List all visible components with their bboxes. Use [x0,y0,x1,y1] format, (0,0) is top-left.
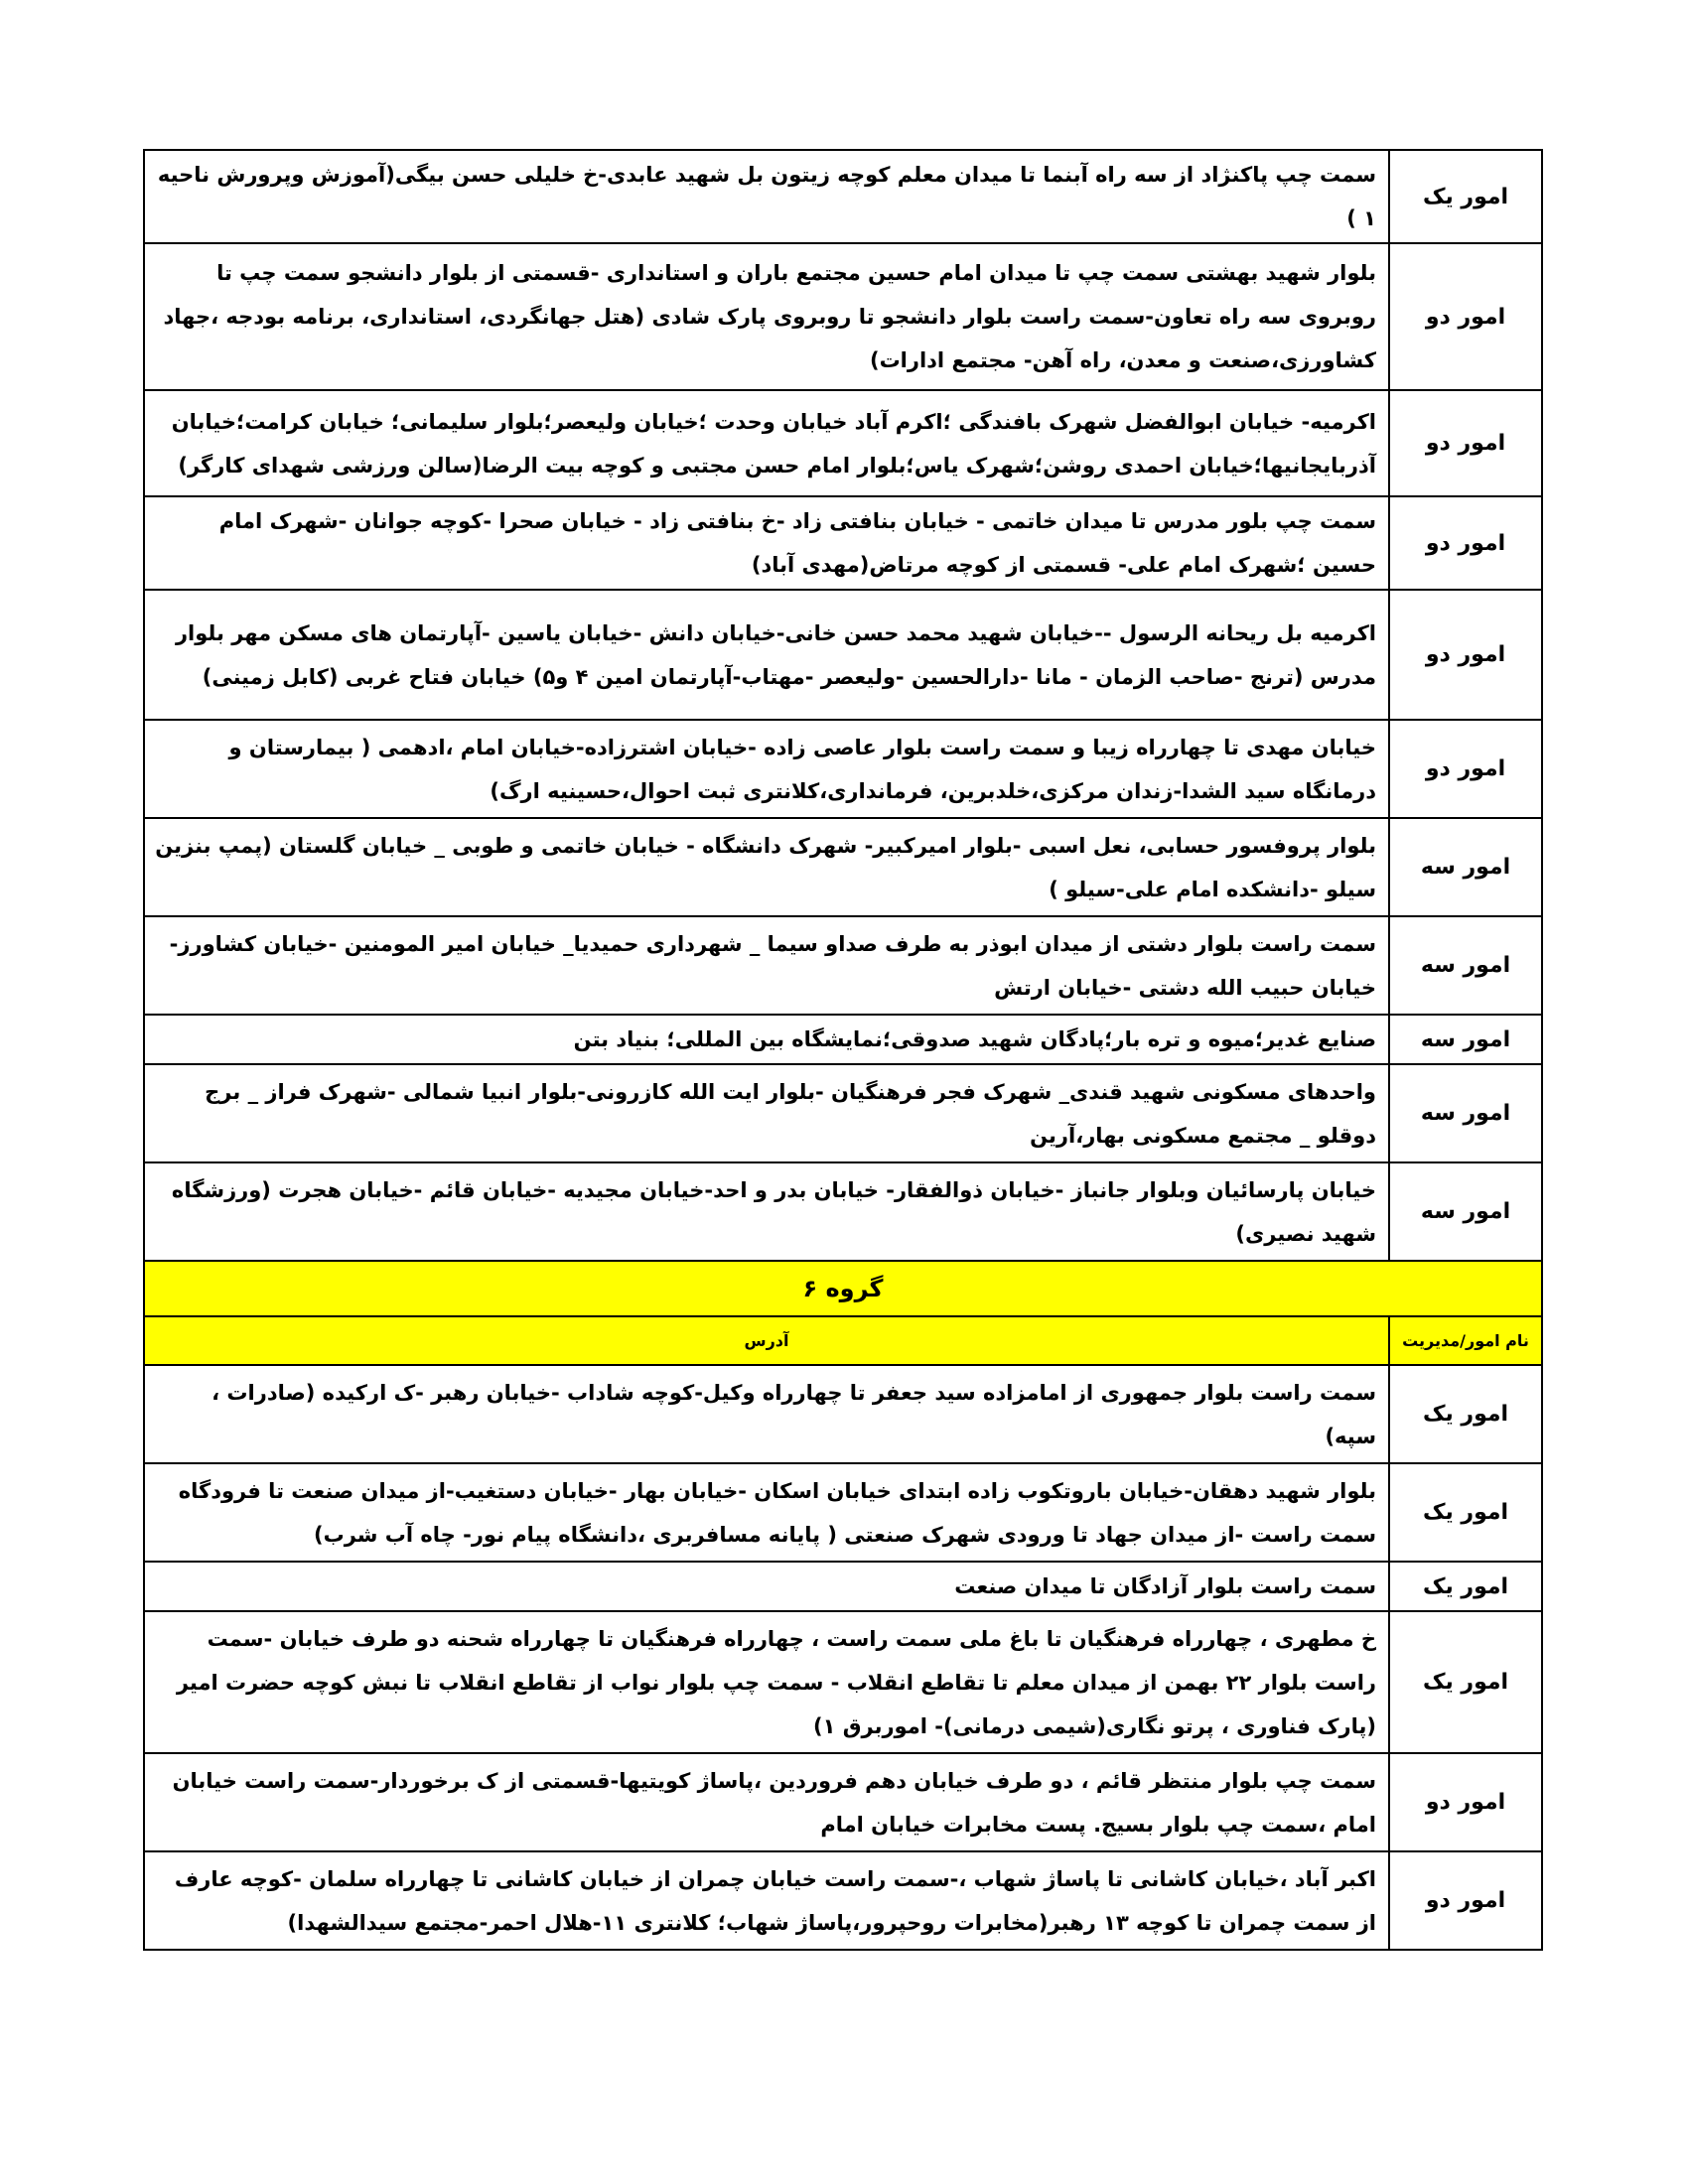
table-row [144,390,1542,496]
unit-cell: امور دو [1389,590,1542,720]
table-row [144,496,1542,590]
group-title: گروه ۶ [144,1261,1542,1316]
address-cell: خ مطهری ، چهارراه فرهنگیان تا باغ ملی سمت راست ، چهارراه فرهنگیان تا چهارراه شحنه دو طرف خیابان -سمت راست بلوار ۲۲ بهمن از میدان معلم تا تقاطع انقلاب - سمت چپ بلوار نواب از تقاطع انقلاب تا نبش کوچه حضرت امیر (پارک فناوری ، پرتو نگاری(شیمی درمانی)- اموربرق ۱) [144,1611,1389,1753]
unit-cell: امور یک [1389,150,1542,243]
table-row [144,1611,1542,1753]
unit-cell: امور سه [1389,1064,1542,1162]
table-row [144,1463,1542,1562]
unit-cell: امور یک [1389,1611,1542,1753]
table-row [144,720,1542,818]
table-row [144,150,1542,243]
address-cell: خیابان پارسائیان وبلوار جانباز -خیابان ذوالفقار- خیابان بدر و احد-خیابان مجیدیه -خیابان قائم -خیابان هجرت (ورزشگاه شهید نصیری) [144,1162,1389,1261]
address-cell: اکرمیه- خیابان ابوالفضل شهرک بافندگی ؛اکرم آباد خیابان وحدت ؛خیابان ولیعصر؛بلوار سلیمانی؛ خیابان کرامت؛خیابان آذربایجانیها؛خیابان احمدی روشن؛شهرک یاس؛بلوار امام حسن مجتبی و کوچه بیت الرضا(سالن ورزشی شهدای کارگر) [144,390,1389,496]
table-row [144,1851,1542,1950]
address-cell: سمت راست بلوار جمهوری از امامزاده سید جعفر تا چهارراه وکیل-کوچه شاداب -خیابان رهبر -ک ارکیده (صادرات ، سپه) [144,1365,1389,1463]
unit-cell: امور سه [1389,1015,1542,1064]
address-cell: بلوار شهید دهقان-خیابان باروتکوب زاده ابتدای خیابان اسکان -خیابان بهار -خیابان دستغیب-از میدان صنعت تا فرودگاه سمت راست -از میدان جهاد تا ورودی شهرک صنعتی ( پایانه مسافربری ،دانشگاه پیام نور- چاه آب شرب) [144,1463,1389,1562]
table-row [144,916,1542,1015]
column-header-row [144,1316,1542,1365]
table-row [144,1562,1542,1611]
unit-cell: امور سه [1389,1162,1542,1261]
table-row [144,1365,1542,1463]
unit-cell: امور دو [1389,243,1542,390]
table-row [144,1015,1542,1064]
unit-cell: امور دو [1389,496,1542,590]
column-header-address: آدرس [144,1316,1389,1365]
unit-cell: امور یک [1389,1365,1542,1463]
address-cell: واحدهای مسکونی شهید قندی_ شهرک فجر فرهنگیان -بلوار ایت الله کازرونی-بلوار انبیا شمالی -شهرک فراز _ برج دوقلو _ مجتمع مسکونی بهار،آرین [144,1064,1389,1162]
table-row [144,1753,1542,1851]
unit-cell: امور یک [1389,1562,1542,1611]
address-cell: سمت چپ بلور مدرس تا میدان خاتمی - خیابان بنافتی زاد -خ بنافتی زاد - خیابان صحرا -کوچه جوانان -شهرک امام حسین ؛شهرک امام علی- قسمتی از کوچه مرتاض(مهدی آباد) [144,496,1389,590]
table-row [144,590,1542,720]
unit-cell: امور دو [1389,1851,1542,1950]
column-header-unit: نام امور/مدیریت [1389,1316,1542,1365]
address-cell: سمت راست بلوار دشتی از میدان ابوذر به طرف صداو سیما _ شهرداری حمیدیا_ خیابان امیر المومنین -خیابان کشاورز- خیابان حبیب الله دشتی -خیابان ارتش [144,916,1389,1015]
unit-cell: امور دو [1389,1753,1542,1851]
address-cell: اکبر آباد ،خیابان کاشانی تا پاساژ شهاب ،-سمت راست خیابان چمران از خیابان کاشانی تا چهارراه سلمان -کوچه عارف از سمت چمران تا کوچه ۱۳ رهبر(مخابرات روحپرور،پاساژ شهاب؛ کلانتری ۱۱-هلال احمر-مجتمع سیدالشهدا) [144,1851,1389,1950]
unit-cell: امور سه [1389,916,1542,1015]
table-row [144,1064,1542,1162]
address-cell: سمت چپ پاکنژاد از سه راه آبنما تا میدان معلم کوچه زیتون بل شهید عابدی-خ خلیلی حسن بیگی(آموزش وپرورش ناحیه ۱ ) [144,150,1389,243]
outage-address-table [143,149,1543,1951]
address-cell: سمت چپ بلوار منتظر قائم ، دو طرف خیابان دهم فروردین ،پاساژ کویتیها-قسمتی از ک برخوردار-سمت راست خیابان امام ،سمت چپ بلوار بسیج. پست مخابرات خیابان امام [144,1753,1389,1851]
address-cell: صنایع غدیر؛میوه و تره بار؛پادگان شهید صدوقی؛نمایشگاه بین المللی؛ بنیاد بتن [144,1015,1389,1064]
address-cell: بلوار پروفسور حسابی، نعل اسبی -بلوار امیرکبیر- شهرک دانشگاه - خیابان خاتمی و طوبی _ خیابان گلستان (پمپ بنزین سیلو -دانشکده امام علی-سیلو ) [144,818,1389,916]
address-cell: اکرمیه بل ریحانه الرسول --خیابان شهید محمد حسن خانی-خیابان دانش -خیابان یاسین -آپارتمان های مسکن مهر بلوار مدرس (ترنج -صاحب الزمان - مانا -دارالحسین -ولیعصر -مهتاب-آپارتمان امین ۴ و۵) خیابان فتاح غربی (کابل زمینی) [144,590,1389,720]
table-row [144,243,1542,390]
table-row [144,1162,1542,1261]
address-table-document [143,149,1543,1951]
table-row [144,818,1542,916]
address-cell: سمت راست بلوار آزادگان تا میدان صنعت [144,1562,1389,1611]
address-cell: خیابان مهدی تا چهارراه زیبا و سمت راست بلوار عاصی زاده -خیابان اشترزاده-خیابان امام ،ادهمی ( بیمارستان و درمانگاه سید الشدا-زندان مرکزی،خلدبرین، فرمانداری،کلانتری ثبت احوال،حسینیه ارگ) [144,720,1389,818]
address-cell: بلوار شهید بهشتی سمت چپ تا میدان امام حسین مجتمع باران و استانداری -قسمتی از بلوار دانشجو سمت چپ تا روبروی سه راه تعاون-سمت راست بلوار دانشجو تا روبروی پارک شادی (هتل جهانگردی، استانداری، برنامه بودجه ،جهاد کشاورزی،صنعت و معدن، راه آهن- مجتمع ادارات) [144,243,1389,390]
unit-cell: امور دو [1389,390,1542,496]
unit-cell: امور سه [1389,818,1542,916]
group-title-row [144,1261,1542,1316]
unit-cell: امور یک [1389,1463,1542,1562]
unit-cell: امور دو [1389,720,1542,818]
